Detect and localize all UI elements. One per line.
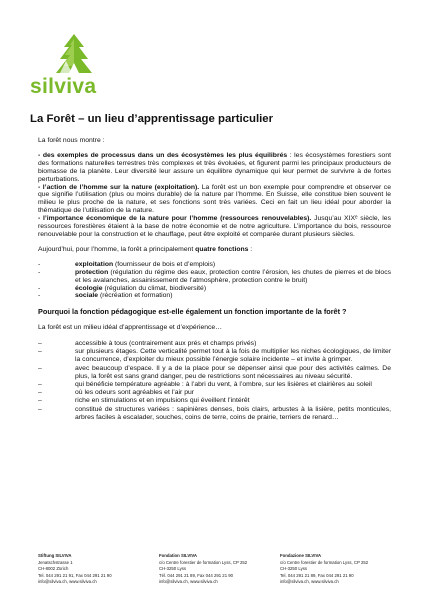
list-item: – avec beaucoup d’espace. Il y a de la place pour se dépenser ainsi que pour des activités calmes. De plus, la forêt est sans grand danger, peu de restrictions sont nécessaires au niveau sécurité.: [38, 364, 391, 380]
intro-text: La forêt nous montre :: [38, 137, 105, 144]
paragraph-exploitation: [38, 184, 391, 216]
list-item: – qui bénéficie température agréable : à l’abri du vent, à l’ombre, sur les lisières et clairières au soleil: [38, 380, 372, 388]
paragraph-economy: [38, 215, 391, 239]
paragraph-text: : les écosystèmes forestiers sont des formations naturelles terrestres très complexes et très évoluées, et figurent parmi les principaux producteurs de biomasse de la planète. Leur diversité leur assure un équilibre dynamique qui leur permet de survivre à de fortes perturbations.: [38, 151, 391, 183]
list-item: - protection (régulation du régime des eaux, protection contre l’érosion, les chutes de pierres et de blocs et les avalanches, assainissement de l’atmosphère, protection contre le bruit): [38, 268, 391, 284]
list-item: – accessible à tous (contrairement aux prés et champs privés): [38, 340, 257, 348]
section-question-heading: Pourquoi la fonction pédagogique est-elle également un fonction importante de la forêt ?: [38, 307, 347, 317]
tree-logo-icon: [52, 33, 96, 77]
footer-address-lyss-it: Fondazione SILVIVA c/o Centre forestier de formation Lyss, CP 252 CH-3250 Lyss Tel. 044 291 21 89, Fax 044 291 21 90 info@silviva.ch, www.silviva.ch: [280, 553, 369, 585]
paragraph-lead: - l’importance économique de la nature pour l’homme (ressources renouvelables).: [38, 215, 312, 223]
brand-wordmark: silviva: [30, 75, 97, 98]
ideal-intro: La forêt est un milieu idéal d’apprentissage et d’expérience…: [38, 324, 223, 332]
list-item: – constitué de structures variées : sapinières denses, bois clairs, arbustes à la lisière, petits monticules, arbres faciles à escalader, souches, coins de terre, coins de prairie, terriers de renard…: [38, 405, 391, 421]
footer-address-lyss-fr: Fondation SILVIVA c/o Centre forestier de formation Lyss, CP 252 CH-3250 Lyss Tél. 044 291 21 89, Fax 044 291 21 90 info@silviva.ch, www.silviva.ch: [159, 553, 248, 585]
document-body: [38, 137, 391, 422]
list-item: – où les odeurs sont agréables et l’air pur: [38, 389, 195, 397]
paragraph-text: La forêt est un bon exemple pour comprendre et observer ce que signifie l’utilisation (plus ou moins durable) de la nature par l’homme. En Suisse, elle constitue bien souvent le milieu le plus proche de la nature, et ses fonctions sont très variées. Ceci en fait un lieu idéal pour aborder la thématique de l’utilisation de la nature.: [38, 183, 391, 215]
page-title: La Forêt – un lieu d’apprentissage particulier: [30, 113, 274, 125]
list-item: – riche en stimulations et en impulsions qui éveillent l’intérêt: [38, 397, 250, 405]
functions-list: [38, 261, 391, 301]
paragraph-text: Jusqu’au XIXᵉ siècle, les ressources forestières étaient à la base de notre économie et de notre agriculture. L’importance du bois, ressource renouvelable pour la construction et le chauffage, peut être exploité et comparée durant plusieurs siècles.: [38, 215, 391, 238]
paragraph-lead: - l’action de l’homme sur la nature (exploitation).: [38, 183, 200, 191]
paragraph-lead: - des exemples de processus dans un des écosystèmes les plus équilibrés: [38, 151, 288, 159]
list-item: - exploitation (fournisseur de bois et d’emplois): [38, 260, 216, 268]
functions-intro: Aujourd’hui, pour l’homme, la forêt a principalement quatre fonctions :: [38, 245, 253, 253]
ideal-list: [38, 340, 391, 421]
list-item: - sociale (récréation et formation): [38, 292, 173, 300]
footer-address-zurich: Stiftung SILVIVA Jenatschstrasse 1 CH-8002 Zürich Tel. 044 291 21 91, Fax 044 291 21 90 info@silviva.ch, www.silviva.ch: [38, 553, 112, 585]
list-item: - écologie (régulation du climat, biodiversité): [38, 284, 207, 292]
paragraph-ecosystems: [38, 152, 391, 184]
silviva-logo: [30, 33, 110, 101]
list-item: – sur plusieurs étages. Cette verticalité permet tout à la fois de multiplier les niches écologiques, de limiter la concurrence, d’exploiter du mieux possible l’énergie solaire incidente – et invite à grimper.: [38, 348, 391, 364]
